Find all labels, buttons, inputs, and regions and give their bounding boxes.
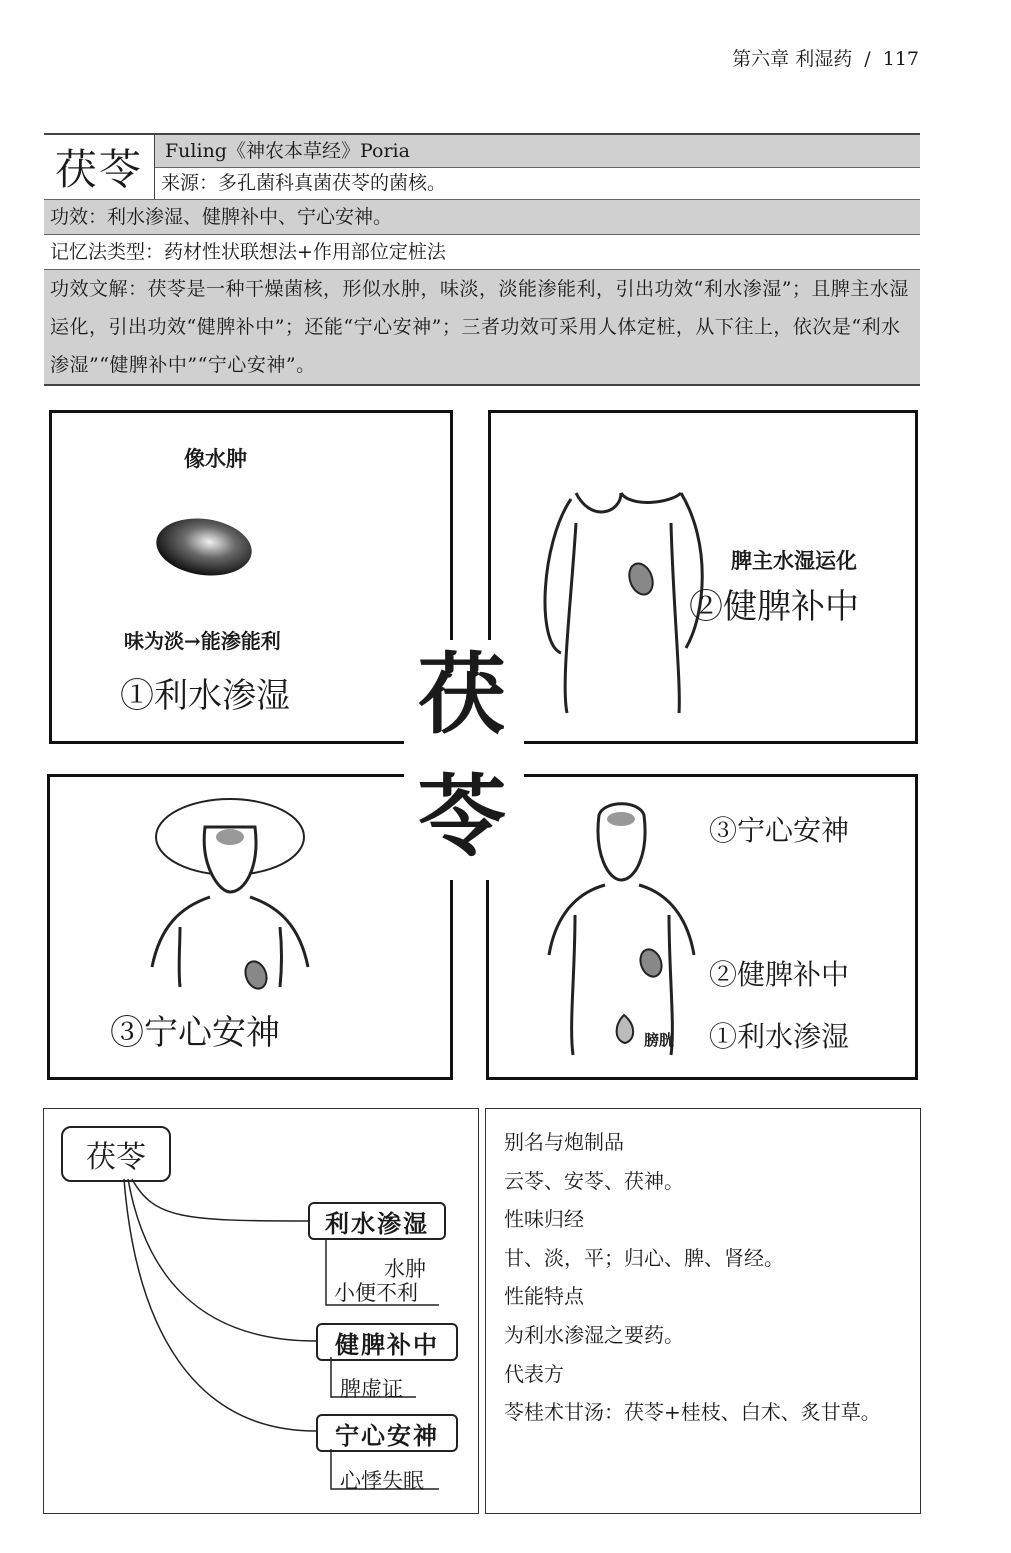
panel-swelling (49, 410, 453, 744)
efficacy-row: 功效：利水渗湿、健脾补中、宁心安神。 (44, 200, 920, 235)
mindmap-sub-2a: 脾虚证 (340, 1377, 403, 1401)
taste-label: 味为淡→能渗能利 (124, 629, 281, 653)
panel-spleen (488, 410, 918, 744)
herb-name: 茯苓 (44, 135, 155, 199)
explanation-row: 功效文解：茯苓是一种干燥菌核，形似水肿，味淡，淡能渗能利，引出功效“利水渗湿”；且脾主水湿运化，引出功效“健脾补中”；还能“宁心安神”；三者功效可采用人体定桩，从下往上，依次是“利水渗湿”“健脾补中”“宁心安神”。 (44, 270, 920, 386)
mindmap-sub-3a: 心悸失眠 (340, 1469, 424, 1493)
effect-label-3: ③宁心安神 (110, 1013, 280, 1053)
running-head (732, 44, 919, 71)
herb-pinyin: Fuling (165, 140, 227, 162)
poria-lump-icon (152, 513, 272, 593)
mindmap-branch-2: 健脾补中 (316, 1323, 458, 1361)
herb-latin: Poria (360, 140, 410, 162)
section-label: 利湿药 (795, 48, 853, 70)
mindmap-sub-1a: 水肿 (384, 1257, 426, 1281)
swelling-label: 像水肿 (184, 446, 247, 471)
details-list (504, 1123, 906, 1432)
mindmap-branch-3: 宁心安神 (316, 1414, 458, 1452)
nature-text: 甘、淡，平；归心、脾、肾经。 (504, 1245, 784, 1270)
head-halo-icon (150, 797, 340, 997)
formula-title: 代表方 (504, 1361, 564, 1386)
panel-body-stack (486, 774, 918, 1080)
details-box (485, 1108, 921, 1514)
nature-title: 性味归经 (504, 1207, 584, 1232)
effect-label-1: ①利水渗湿 (120, 676, 290, 716)
mindmap-box (43, 1108, 479, 1514)
mindmap-branch-1: 利水渗湿 (308, 1202, 446, 1240)
bladder-label: 膀胱 (644, 1031, 675, 1049)
panel-heart (47, 774, 453, 1080)
stack-label-water: ①利水渗湿 (709, 1020, 850, 1053)
formula-text: 苓桂术甘汤：茯苓+桂枝、白术、炙甘草。 (504, 1400, 881, 1425)
spleen-note: 脾主水湿运化 (731, 548, 857, 573)
herb-source: 来源：多孔菌科真菌茯苓的菌核。 (161, 172, 447, 194)
alias-title: 别名与炮制品 (504, 1130, 624, 1154)
alias-text: 云苓、安苓、茯神。 (504, 1168, 684, 1193)
title-right (155, 135, 920, 199)
page-number: 117 (882, 48, 919, 70)
mindmap-sub-1b: 小便不利 (334, 1281, 418, 1305)
feature-text: 为利水渗湿之要药。 (504, 1322, 684, 1347)
center-char-ling: 苓 (418, 764, 507, 868)
herb-source-book: 《神农本草经》 (226, 140, 360, 162)
stack-label-spleen: ②健脾补中 (709, 958, 850, 991)
herb-info-table (44, 133, 920, 386)
body-figure-icon (539, 795, 709, 1065)
memory-type-row: 记忆法类型：药材性状联想法+作用部位定桩法 (44, 235, 920, 270)
feature-title: 性能特点 (504, 1284, 584, 1309)
chapter-label: 第六章 (732, 48, 790, 70)
effect-label-2: ②健脾补中 (689, 587, 859, 627)
stack-label-heart: ③宁心安神 (709, 814, 850, 847)
title-row (44, 133, 920, 200)
center-char-fu: 茯 (418, 642, 507, 746)
separator: / (864, 48, 871, 70)
mindmap-root: 茯苓 (61, 1126, 171, 1182)
name-line (155, 135, 920, 168)
